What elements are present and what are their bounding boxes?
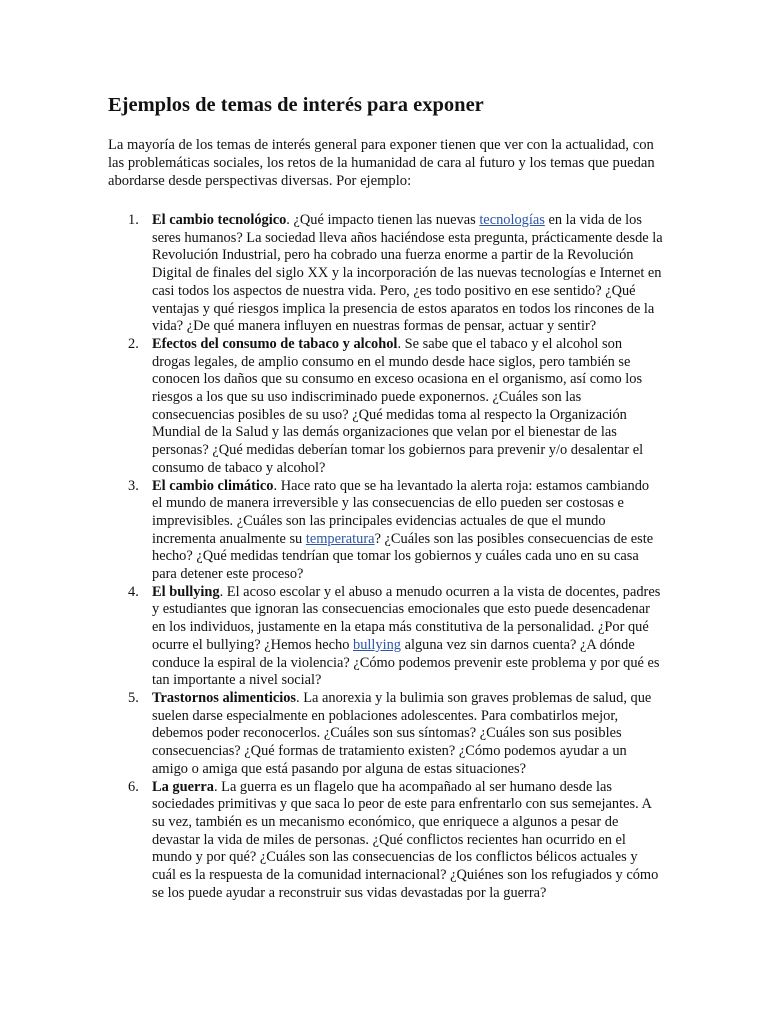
topics-list: [108, 212, 663, 902]
topic-text: alguna vez sin darnos cuenta? ¿A dónde conduce la espiral de la violencia? ¿Cómo podemos prevenir este problema y por qué es tan importante a nivel social?: [152, 636, 660, 689]
topic-text: ? ¿Cuáles son las posibles consecuencias de este hecho? ¿Qué medidas tendrían que tomar los gobiernos y cuáles cada uno en su casa para detener este proceso?: [152, 530, 654, 583]
list-number: 5.: [128, 689, 139, 706]
topic-text: . La guerra es un flagelo que ha acompañado al ser humano desde las sociedades primitivas y que saca lo peor de este para enfrentarlo con sus semejantes. A su vez, también es un mecanismo económico, que enriquece a algunos a pesar de devastar la vida de miles de personas. ¿Qué conflictos recientes han ocurrido en el mundo y por qué? ¿Cuáles son las consecuencias de los conflictos bélicos actuales y cuál es la respuesta de la comunidad internacional? ¿Quiénes son los refugiados y cómo se los puede ayudar a reconstruir sus vidas devastadas por la guerra?: [152, 778, 659, 901]
topic-term: La guerra: [152, 778, 214, 795]
topic-term: El cambio climático: [152, 477, 274, 494]
list-item-guerra: [108, 779, 663, 903]
topic-text: . Hace rato que se ha levantado la alerta roja: estamos cambiando el mundo de manera irreversible y las consecuencias de ello pueden ser costosas e imprevisibles. ¿Cuáles son las principales evidencias actuales de que el mundo incrementa anualmente su: [152, 477, 650, 547]
topic-text: . El acoso escolar y el abuso a menudo ocurren a la vista de docentes, padres y estudiantes que ignoran las consecuencias emocionales que esto puede desencadenar en los individuos, justamente en la etapa más constitutiva de la personalidad. ¿Por qué ocurre el bullying? ¿Hemos hecho: [152, 583, 661, 653]
intro-paragraph: La mayoría de los temas de interés general para exponer tienen que ver con la actualidad, con las problemáticas sociales, los retos de la humanidad de cara al futuro y los temas que puedan abordarse desde perspectivas diversas. Por ejemplo:: [108, 137, 655, 189]
list-number: 4.: [128, 583, 139, 600]
link-tecnologias[interactable]: tecnologías: [479, 212, 545, 228]
list-number: 6.: [128, 778, 139, 795]
link-temperatura[interactable]: temperatura: [305, 530, 375, 547]
list-item-clima: [108, 478, 663, 584]
list-number: 2.: [128, 335, 139, 352]
document-page: [108, 92, 663, 902]
topic-text: . La anorexia y la bulimia son graves problemas de salud, que suelen darse especialmente en poblaciones adolescentes. Para combatirlos mejor, debemos poder reconocerlos. ¿Cuáles son sus síntomas? ¿Cuáles son sus posibles consecuencias? ¿Qué formas de tratamiento existen? ¿Cómo podemos ayudar a un amigo o amiga que está pasando por alguna de estas situaciones?: [152, 689, 652, 777]
topic-text: . Se sabe que el tabaco y el alcohol son drogas legales, de amplio consumo en el mundo desde hace siglos, pero también se conocen los daños que su consumo en exceso ocasiona en el organismo, así como los riesgos a los que su uso indiscriminado puede exponernos. ¿Cuáles son las consecuencias posibles de su uso? ¿Qué medidas toma al respecto la Organización Mundial de la Salud y las demás organizaciones que velan por el bienestar de las personas? ¿Qué medidas deberían tomar los gobiernos para prevenir y/o desalentar el consumo de tabaco y alcohol?: [152, 335, 644, 476]
topic-term: El cambio tecnológico: [152, 212, 287, 228]
list-number: 1.: [128, 212, 139, 228]
topic-term: El bullying: [152, 583, 220, 600]
list-item-bullying: [108, 584, 663, 690]
link-bullying[interactable]: bullying: [353, 636, 401, 653]
topic-term: Trastornos alimenticios: [152, 689, 297, 706]
topic-text: en la vida de los seres humanos? La sociedad lleva años haciéndose esta pregunta, prácticamente desde la Revolución Industrial, pero ha cobrado una fuerza enorme a partir de la Revolución Digital de finales del siglo XX y la incorporación de las nuevas tecnologías e Internet en casi todos los aspectos de nuestra vida. Pero, ¿es todo positivo en ese sentido? ¿Qué ventajas y qué riesgos implica la presencia de estos aparatos en todos los rincones de la vida? ¿De qué manera influyen en nuestras formas de pensar, actuar y sentir?: [152, 212, 663, 335]
topic-text: . ¿Qué impacto tienen las nuevas: [286, 212, 480, 228]
list-item-tabaco: [108, 336, 663, 478]
page-title: Ejemplos de temas de interés para exponer: [108, 94, 484, 116]
list-number: 3.: [128, 477, 139, 494]
topic-term: Efectos del consumo de tabaco y alcohol: [152, 335, 398, 352]
list-item-tech: [108, 212, 663, 336]
list-item-trastornos: [108, 690, 663, 779]
